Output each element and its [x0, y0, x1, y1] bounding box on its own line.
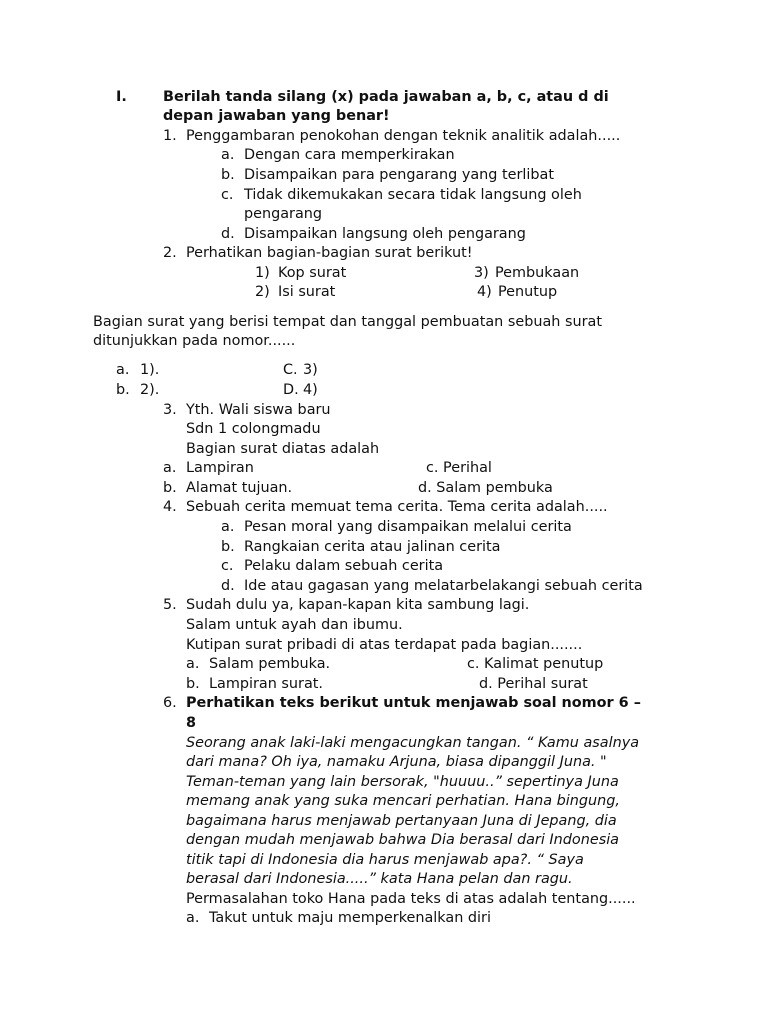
- q5-option-text: Salam pembuka.: [209, 656, 331, 672]
- q2-option-text: 4): [303, 382, 318, 398]
- q1-option-text: Tidak dikemukakan secara tidak langsung oleh: [244, 187, 582, 203]
- q3-text: Bagian surat diatas adalah: [186, 441, 380, 457]
- q5-option-letter: b.: [186, 676, 200, 692]
- q1-option-letter: b.: [221, 167, 235, 183]
- q4-option-letter: c.: [221, 558, 234, 574]
- q4-option-letter: d.: [221, 578, 235, 594]
- q3-option: c. Perihal: [426, 460, 492, 476]
- q6-number: 6.: [163, 695, 177, 711]
- q1-option-text: Disampaikan langsung oleh pengarang: [244, 226, 526, 242]
- q6-passage-line: Seorang anak laki-laki mengacungkan tangan. “ Kamu asalnya: [186, 735, 640, 751]
- q5-text: Sudah dulu ya, kapan-kapan kita sambung lagi.: [186, 597, 530, 613]
- q2-option-letter: b.: [116, 382, 130, 398]
- q2-option-text: 3): [303, 362, 318, 378]
- q3-text: Sdn 1 colongmadu: [186, 421, 321, 437]
- q3-option-text: Lampiran: [186, 460, 254, 476]
- q6-heading-cont: 8: [186, 715, 197, 731]
- q2-stem: Bagian surat yang berisi tempat dan tanggal pembuatan sebuah surat: [93, 314, 602, 330]
- q3-option-letter: b.: [163, 480, 177, 496]
- q6-passage-line: titik tapi di Indonesia dia harus menjawab apa?. “ Saya: [186, 852, 584, 868]
- q6-option-text: Takut untuk maju memperkenalkan diri: [209, 910, 491, 926]
- q2-part-text: Kop surat: [278, 265, 347, 281]
- q2-option-letter: D.: [283, 382, 299, 398]
- q1-option-letter: d.: [221, 226, 235, 242]
- q3-number: 3.: [163, 402, 177, 418]
- q5-option: c. Kalimat penutup: [467, 656, 604, 672]
- section-roman-numeral: I.: [116, 89, 127, 105]
- q2-part-text: Penutup: [498, 284, 558, 300]
- q3-option: d. Salam pembuka: [418, 480, 553, 496]
- q2-number: 2.: [163, 245, 177, 261]
- q2-option-letter: a.: [116, 362, 130, 378]
- q1-option-text: Dengan cara memperkirakan: [244, 147, 455, 163]
- q6-passage-line: bagaimana harus menjawab pertanyaan Juna di Jepang, dia: [186, 813, 617, 829]
- q4-number: 4.: [163, 499, 177, 515]
- q4-option-text: Rangkaian cerita atau jalinan cerita: [244, 539, 501, 555]
- q5-number: 5.: [163, 597, 177, 613]
- q5-text: Kutipan surat pribadi di atas terdapat pada bagian.......: [186, 637, 583, 653]
- q2-stem-cont: ditunjukkan pada nomor......: [93, 333, 296, 349]
- q2-option-letter: C.: [283, 362, 298, 378]
- q6-question: Permasalahan toko Hana pada teks di atas adalah tentang......: [186, 891, 636, 907]
- q2-part-text: Isi surat: [278, 284, 336, 300]
- q4-text: Sebuah cerita memuat tema cerita. Tema cerita adalah.....: [186, 499, 608, 515]
- q6-passage-line: memang anak yang suka mencari perhatian. Hana bingung,: [186, 793, 620, 809]
- q4-option-letter: a.: [221, 519, 235, 535]
- section-heading: Berilah tanda silang (x) pada jawaban a, b, c, atau d di: [163, 89, 609, 105]
- q4-option-text: Ide atau gagasan yang melatarbelakangi sebuah cerita: [244, 578, 643, 594]
- q3-option-letter: a.: [163, 460, 177, 476]
- q1-option-text: Disampaikan para pengarang yang terlibat: [244, 167, 555, 183]
- q2-part-number: 3): [474, 265, 489, 281]
- q2-text: Perhatikan bagian-bagian surat berikut!: [186, 245, 473, 261]
- q1-option-letter: c.: [221, 187, 234, 203]
- q5-option-letter: a.: [186, 656, 200, 672]
- q1-number: 1.: [163, 128, 177, 144]
- q6-passage-line: dari mana? Oh iya, namaku Arjuna, biasa dipanggil Juna. ": [186, 754, 607, 770]
- q6-passage-line: dengan mudah menjawab bahwa Dia berasal dari Indonesia: [186, 832, 620, 848]
- q4-option-text: Pesan moral yang disampaikan melalui cerita: [244, 519, 572, 535]
- q2-option-text: 1).: [140, 362, 160, 378]
- q4-option-letter: b.: [221, 539, 235, 555]
- q3-text: Yth. Wali siswa baru: [186, 402, 331, 418]
- q6-option-letter: a.: [186, 910, 200, 926]
- q6-heading: Perhatikan teks berikut untuk menjawab soal nomor 6 –: [186, 695, 641, 711]
- section-heading-cont: depan jawaban yang benar!: [163, 108, 390, 124]
- q2-part-text: Pembukaan: [495, 265, 580, 281]
- q2-part-number: 2): [255, 284, 270, 300]
- q6-passage-line: berasal dari Indonesia.....” kata Hana pelan dan ragu.: [186, 871, 573, 887]
- q1-option-text-cont: pengarang: [244, 206, 323, 222]
- q5-option-text: Lampiran surat.: [209, 676, 323, 692]
- q1-text: Penggambaran penokohan dengan teknik analitik adalah.....: [186, 128, 621, 144]
- q4-option-text: Pelaku dalam sebuah cerita: [244, 558, 444, 574]
- q2-option-text: 2).: [140, 382, 160, 398]
- q2-part-number: 4): [477, 284, 492, 300]
- q1-option-letter: a.: [221, 147, 235, 163]
- q5-text: Salam untuk ayah dan ibumu.: [186, 617, 403, 633]
- q6-passage-line: Teman-teman yang lain bersorak, "huuuu..” sepertinya Juna: [186, 774, 619, 790]
- q5-option: d. Perihal surat: [479, 676, 588, 692]
- q3-option-text: Alamat tujuan.: [186, 480, 293, 496]
- q2-part-number: 1): [255, 265, 270, 281]
